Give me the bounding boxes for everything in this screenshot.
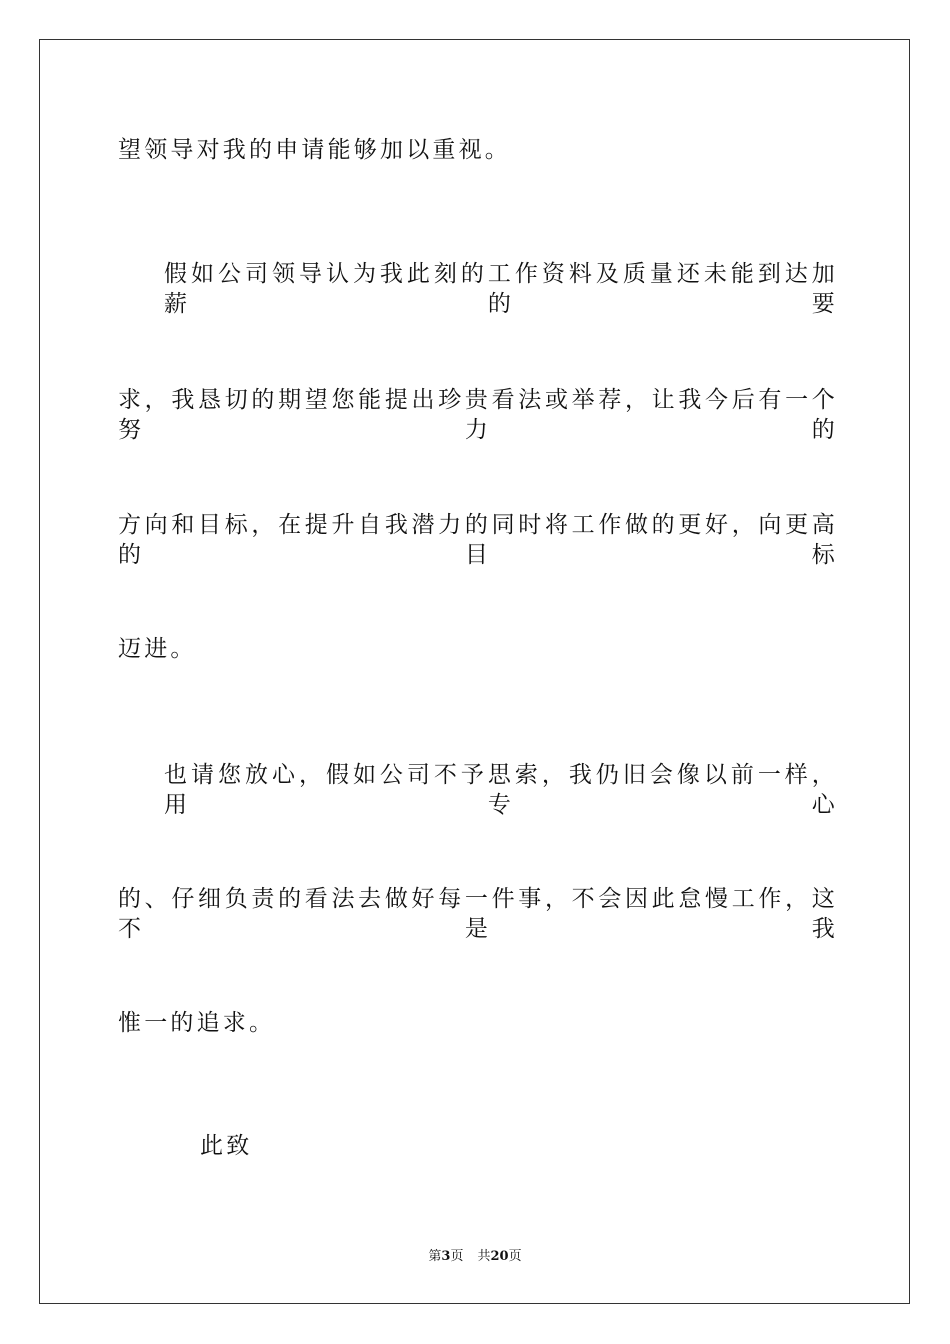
paragraph-line-7: 的、仔细负责的看法去做好每一件事，不会因此怠慢工作，这不是我 <box>118 886 838 942</box>
paragraph-line-3: 求，我恳切的期望您能提出珍贵看法或举荐，让我今后有一个努力的 <box>118 387 838 443</box>
page-number: 3 <box>441 1249 451 1264</box>
paragraph-line-8: 惟一的追求。 <box>118 1010 276 1036</box>
total-pages: 20 <box>490 1249 509 1264</box>
page-suffix: 页 <box>450 1249 464 1264</box>
page-prefix: 第 <box>428 1249 442 1264</box>
page-footer <box>0 1245 950 1264</box>
paragraph-line-6: 也请您放心，假如公司不予思索，我仍旧会像以前一样，用专心 <box>164 762 838 818</box>
paragraph-line-2: 假如公司领导认为我此刻的工作资料及质量还未能到达加薪的要 <box>164 261 838 317</box>
paragraph-line-5: 迈进。 <box>118 636 197 662</box>
paragraph-line-1: 望领导对我的申请能够加以重视。 <box>118 137 511 163</box>
closing-salutation: 此致 <box>200 1133 253 1159</box>
total-prefix: 共 <box>477 1249 491 1264</box>
total-suffix: 页 <box>508 1249 522 1264</box>
paragraph-line-4: 方向和目标，在提升自我潜力的同时将工作做的更好，向更高的目标 <box>118 512 838 568</box>
page-border <box>39 39 910 1304</box>
